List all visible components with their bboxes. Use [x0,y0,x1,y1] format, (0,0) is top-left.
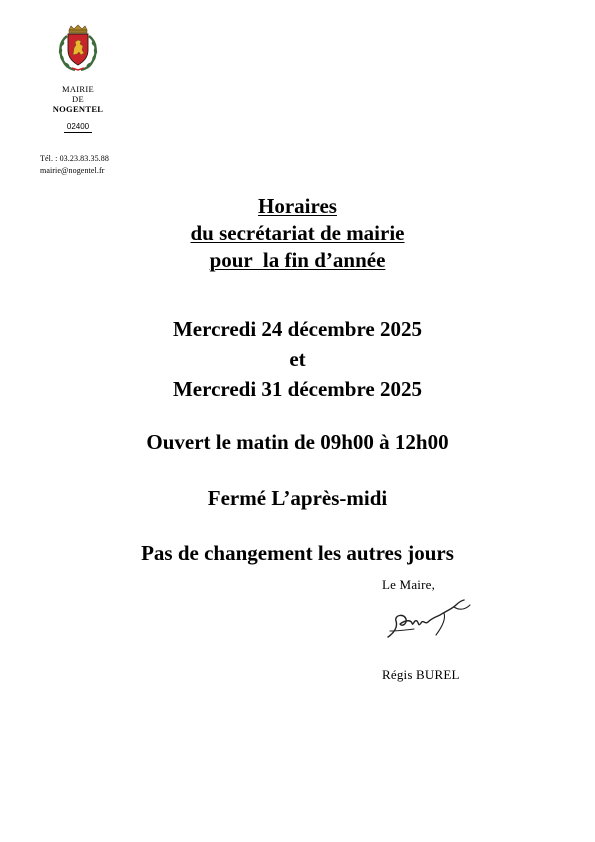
letterhead-line-de: DE [72,94,84,104]
date-first: Mercredi 24 décembre 2025 [172,317,422,341]
opening-hours: Ouvert le matin de 09h00 à 12h00 [146,430,449,454]
notice-body [0,193,595,566]
title-line-1: Horaires [258,194,337,218]
email-address: mairie@nogentel.fr [40,166,105,175]
title-line-3: pour la fin d’année [209,248,386,272]
handwritten-signature [384,597,476,645]
other-days-note: Pas de changement les autres jours [141,541,454,565]
letterhead-postal-code: 02400 [64,122,92,133]
coat-of-arms-logo [53,24,103,72]
letterhead-line-mairie: MAIRIE [61,84,95,94]
letterhead [36,24,120,134]
contact-block [40,153,109,177]
date-second: Mercredi 31 décembre 2025 [172,377,422,401]
phone-number: Tél. : 03.23.83.35.88 [40,154,109,163]
signature-role: Le Maire, [382,577,436,592]
letterhead-town-name: NOGENTEL [52,104,104,114]
title-line-2: du secrétariat de mairie [190,221,405,245]
date-conjunction: et [289,347,306,371]
closed-afternoon: Fermé L’après-midi [207,486,388,510]
signatory-name: Régis BUREL [382,667,460,682]
